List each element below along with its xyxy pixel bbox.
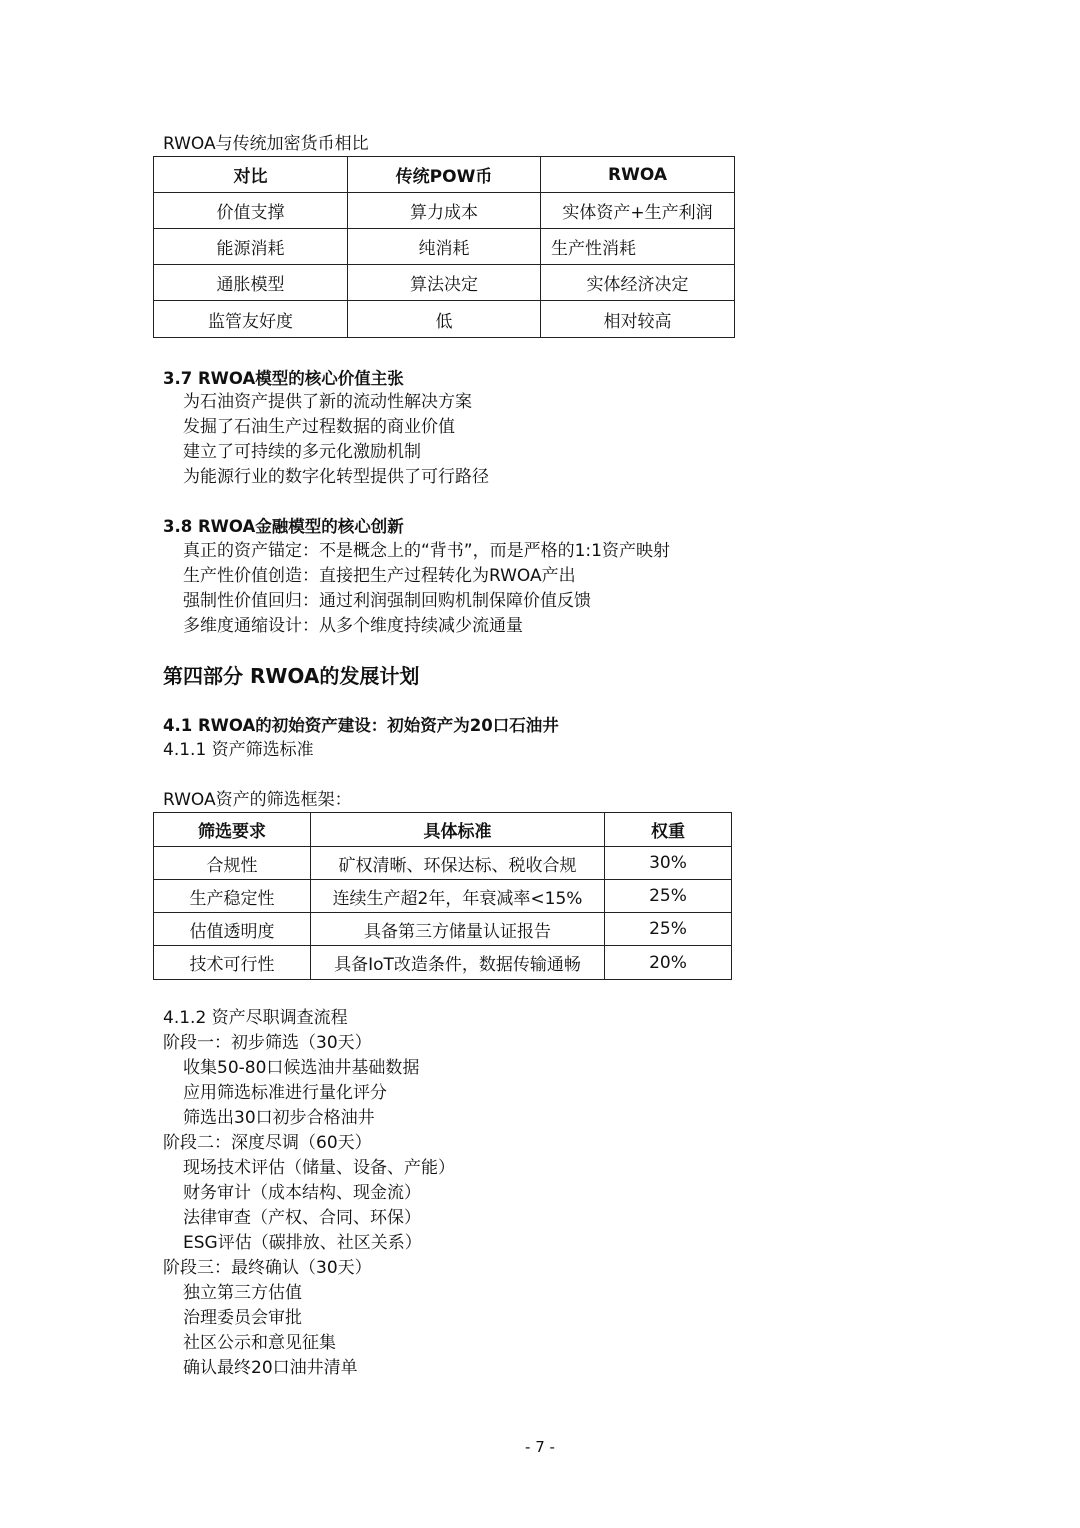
table-cell: 技术可行性: [154, 946, 311, 980]
list-item: 强制性价值回归：通过利润强制回购机制保障价值反馈: [183, 591, 591, 611]
table-cell: 监管友好度: [154, 301, 348, 338]
table-cell: 估值透明度: [154, 913, 311, 946]
table-cell: 20%: [605, 946, 732, 980]
list-item: 治理委员会审批: [183, 1308, 302, 1328]
table-cell: 低: [348, 301, 541, 338]
list-item: 社区公示和意见征集: [183, 1333, 336, 1353]
list-item: 财务审计（成本结构、现金流）: [183, 1183, 421, 1203]
list-item: ESG评估（碳排放、社区关系）: [183, 1233, 422, 1253]
list-item: 发掘了石油生产过程数据的商业价值: [183, 417, 455, 437]
list-item: 收集50-80口候选油井基础数据: [183, 1058, 420, 1078]
table-cell: 算力成本: [348, 193, 541, 229]
table-row: [154, 265, 735, 301]
table-cell: 生产稳定性: [154, 880, 311, 913]
table-header-cell: 对比: [154, 157, 348, 193]
table-cell: 生产性消耗: [541, 229, 735, 265]
list-item: 筛选出30口初步合格油井: [183, 1108, 375, 1128]
section-4-1-2-heading: 4.1.2 资产尽职调查流程: [163, 1008, 348, 1028]
screening-table: [153, 812, 732, 980]
table-cell: 具备IoT改造条件，数据传输通畅: [311, 946, 605, 980]
table-cell: 价值支撑: [154, 193, 348, 229]
table-header-row: [154, 157, 735, 193]
table-cell: 相对较高: [541, 301, 735, 338]
list-item: 确认最终20口油井清单: [183, 1358, 358, 1378]
list-item: 应用筛选标准进行量化评分: [183, 1083, 387, 1103]
table-cell: 通胀模型: [154, 265, 348, 301]
list-item: 法律审查（产权、合同、环保）: [183, 1208, 421, 1228]
table-cell: 矿权清晰、环保达标、税收合规: [311, 847, 605, 880]
table-cell: 算法决定: [348, 265, 541, 301]
section-3-8-heading: 3.8 RWOA金融模型的核心创新: [163, 517, 404, 536]
table-row: [154, 229, 735, 265]
table1-caption: RWOA与传统加密货币相比: [163, 134, 369, 154]
table-cell: 纯消耗: [348, 229, 541, 265]
list-item: 独立第三方估值: [183, 1283, 302, 1303]
list-item: 建立了可持续的多元化激励机制: [183, 442, 421, 462]
list-item: 为能源行业的数字化转型提供了可行路径: [183, 467, 489, 487]
table-header-cell: 筛选要求: [154, 813, 311, 847]
page-number: - 7 -: [525, 1438, 555, 1456]
section-3-8-list: [183, 539, 670, 639]
table-cell: 实体经济决定: [541, 265, 735, 301]
comparison-table: [153, 156, 735, 338]
phase-heading: 阶段二：深度尽调（60天）: [163, 1133, 372, 1153]
list-item: 真正的资产锚定：不是概念上的“背书”，而是严格的1:1资产映射: [183, 541, 670, 561]
section-3-7-list: [183, 390, 489, 490]
table-cell: 具备第三方储量认证报告: [311, 913, 605, 946]
table-row: [154, 193, 735, 229]
table-row: [154, 847, 732, 880]
phase-heading: 阶段三：最终确认（30天）: [163, 1258, 372, 1278]
table-row: [154, 913, 732, 946]
table-header-cell: 传统POW币: [348, 157, 541, 193]
phase-heading: 阶段一：初步筛选（30天）: [163, 1033, 372, 1053]
list-item: 生产性价值创造：直接把生产过程转化为RWOA产出: [183, 566, 576, 586]
table-header-cell: 具体标准: [311, 813, 605, 847]
table-header-cell: RWOA: [541, 157, 735, 193]
list-item: 多维度通缩设计：从多个维度持续减少流通量: [183, 616, 523, 636]
table-cell: 实体资产+生产利润: [541, 193, 735, 229]
table-cell: 30%: [605, 847, 732, 880]
table-header-cell: 权重: [605, 813, 732, 847]
table-cell: 25%: [605, 913, 732, 946]
list-item: 为石油资产提供了新的流动性解决方案: [183, 392, 472, 412]
table-cell: 25%: [605, 880, 732, 913]
table2-caption: RWOA资产的筛选框架：: [163, 790, 352, 810]
section-3-7-heading: 3.7 RWOA模型的核心价值主张: [163, 369, 404, 388]
due-diligence-list: [163, 1031, 455, 1381]
table-row: [154, 880, 732, 913]
section-4-1-1-heading: 4.1.1 资产筛选标准: [163, 740, 314, 760]
list-item: 现场技术评估（储量、设备、产能）: [183, 1158, 455, 1178]
table-row: [154, 301, 735, 338]
table-row: [154, 946, 732, 980]
part-4-heading: 第四部分 RWOA的发展计划: [163, 664, 420, 688]
table-header-row: [154, 813, 732, 847]
table-cell: 能源消耗: [154, 229, 348, 265]
table-cell: 连续生产超2年，年衰减率<15%: [311, 880, 605, 913]
table-cell: 合规性: [154, 847, 311, 880]
section-4-1-heading: 4.1 RWOA的初始资产建设：初始资产为20口石油井: [163, 716, 559, 735]
